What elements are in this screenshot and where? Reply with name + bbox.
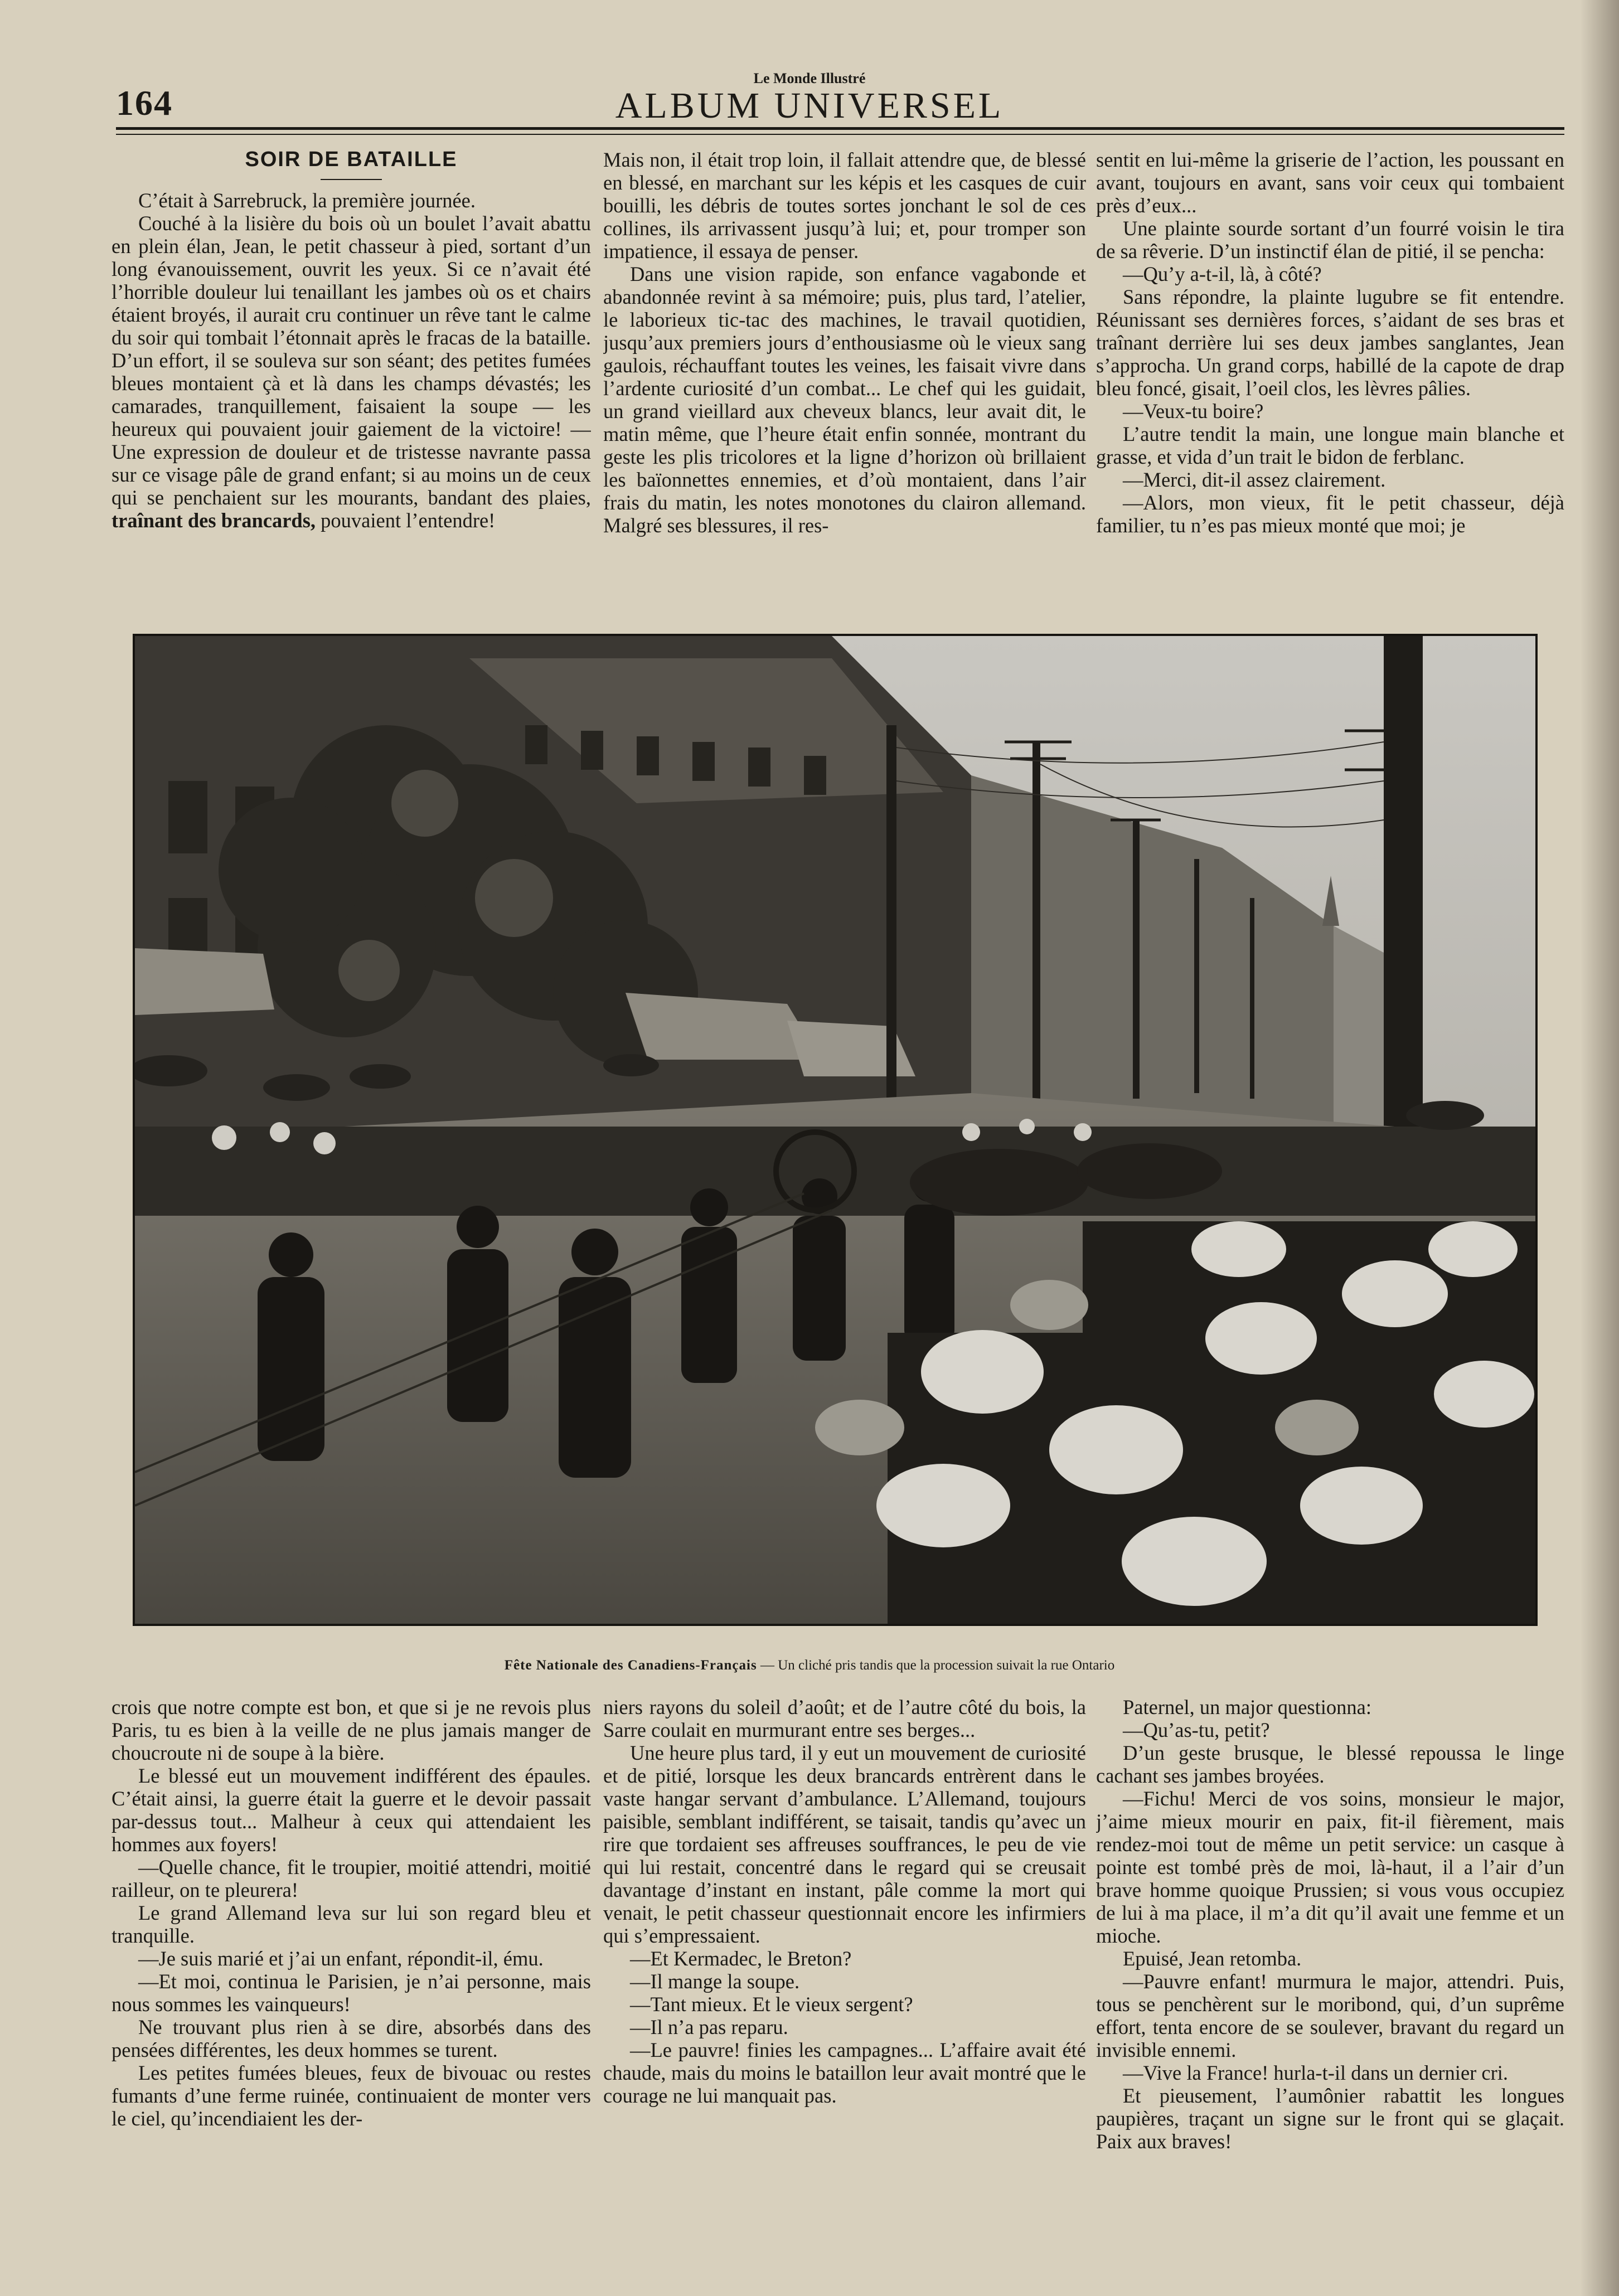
paragraph [112, 212, 591, 532]
paragraph: crois que notre compte est bon, et que si je ne revois plus Paris, tu es bien à la veille de ne plus jamais manger de choucroute ni de soupe à la bière. [112, 1696, 591, 1764]
paragraph: —Fichu! Merci de vos soins, monsieur le major, j’aime mieux mourir en paix, fit-il fièrement, mais rendez-moi tout de même un petit service: un casque à pointe est tombé près de moi, là-haut, il a l’air d’un brave homme quoique Prussien; si vous vous occupiez de lui à ma place, il m’a dit qu’il avait une femme et un mioche. [1096, 1787, 1564, 1947]
paragraph: Le blessé eut un mouvement indifférent des épaules. C’était ainsi, la guerre était la guerre et le devoir passait par-dessus tout... Malheur à ceux qui attendaient les hommes aux foyers! [112, 1764, 591, 1856]
paragraph: Mais non, il était trop loin, il fallait attendre que, de blessé en blessé, en marchant sur les képis et les casques de cuir bouilli, les débris de toutes sortes jonchant le sol de ces collines, ils arrivassent jusqu’à lui; et, pour tromper son impatience, il essaya de penser. [603, 148, 1086, 263]
paragraph: Paternel, un major questionna: [1123, 1696, 1372, 1719]
article-column-4 [112, 1696, 591, 2264]
paragraph: —Qu’as-tu, petit? [1123, 1719, 1270, 1741]
paragraph: sentit en lui-même la griserie de l’action, les poussant en avant, toujours en avant, sans voir ceux qui tombaient près d’eux... [1096, 148, 1564, 217]
paragraph: D’un geste brusque, le blessé repoussa le linge cachant ses jambes broyées. [1096, 1741, 1564, 1787]
story-title: SOIR DE BATAILLE [245, 148, 458, 171]
page-number: 164 [116, 83, 173, 123]
parade-photograph [133, 634, 1538, 1626]
article-column-3 [1096, 148, 1564, 617]
paragraph: C’était à Sarrebruck, la première journée. [138, 189, 476, 212]
paragraph: Une heure plus tard, il y eut un mouvement de curiosité et de pitié, lorsque les deux brancards entrèrent dans le vaste hangar servant d’ambulance. L’Allemand, toujours paisible, semblant indifférent, se taisait, tandis qu’avec un rire que tordaient ses affreuses souffrances, le peu de vie qui lui restait, concentré dans le regard qui se creusait davantage d’instant en instant, pâle comme la mort qui venait, le petit chasseur questionnait encore les infirmiers qui s’empressaient. [603, 1741, 1086, 1947]
caption-text: — Un cliché pris tandis que la procession suivait la rue Ontario [757, 1658, 1115, 1673]
bold-phrase: traînant des brancards, [112, 509, 316, 532]
paragraph: —Pauvre enfant! murmura le major, attendri. Puis, tous se penchèrent sur le moribond, qui, d’un suprême effort, tenta encore de se soulever, bravant du regard un invisible ennemi. [1096, 1970, 1564, 2061]
title-rule [321, 179, 382, 180]
publication-title: ALBUM UNIVERSEL [615, 85, 1004, 126]
article-column-2 [603, 148, 1086, 617]
paragraph: —Il mange la soupe. [630, 1970, 800, 1993]
article-column-5 [603, 1696, 1086, 2264]
paragraph: —Merci, dit-il assez clairement. [1123, 468, 1386, 491]
header-rule-thin [116, 134, 1564, 135]
header-rule-thick [116, 127, 1564, 130]
publication-subtitle: Le Monde Illustré [753, 70, 866, 86]
paragraph: —Tant mieux. Et le vieux sergent? [630, 1993, 913, 2016]
paragraph: —Qu’y a-t-il, là, à côté? [1123, 263, 1322, 285]
paragraph: —Vive la France! hurla-t-il dans un dernier cri. [1123, 2061, 1509, 2084]
article-column-1 [112, 148, 591, 617]
paragraph: —Et Kermadec, le Breton? [630, 1947, 852, 1970]
paragraph: —Le pauvre! finies les campagnes... L’affaire avait été chaude, mais du moins le bataillon leur avait montré que le courage ne lui manquait pas. [603, 2038, 1086, 2107]
paragraph: Et pieusement, l’aumônier rabattit les longues paupières, traçant un signe sur le front qui se glaçait. Paix aux braves! [1096, 2084, 1564, 2153]
paragraph-text: Couché à la lisière du bois où un boulet l’avait abattu en plein élan, Jean, le petit chasseur à pied, sortant d’un long évanouissement, ouvrit les yeux. Si ce n’avait été l’horrible douleur lui tenaillant les jambes où os et chairs étaient broyés, il aurait cru continuer un rêve tant le calme du soir qui tombait l’étonnait après le fracas de la bataille. D’un effort, il se souleva sur son séant; des petites fumées bleues montaient çà et là dans les champs dévastés; les camarades, tranquillement, faisaient la soupe — les heureux qui pouvaient jouir gaiement de la victoire! — Une expression de douleur et de tristesse navrante passa sur ce visage pâle de grand enfant; si au moins un de ceux qui se penchaient sur les mourants, bandant des plaies, [112, 212, 591, 509]
paragraph: —Et moi, continua le Parisien, je n’ai personne, mais nous sommes les vainqueurs! [112, 1970, 591, 2016]
paragraph: —Alors, mon vieux, fit le petit chasseur, déjà familier, tu n’es pas mieux monté que moi; je [1096, 491, 1564, 537]
parade-photo-illustration [135, 636, 1535, 1624]
photo-caption [0, 1658, 1619, 1673]
paragraph: —Il n’a pas reparu. [630, 2016, 788, 2038]
caption-title: Fête Nationale des Canadiens-Français [504, 1658, 757, 1673]
paragraph: niers rayons du soleil d’août; et de l’autre côté du bois, la Sarre coulait en murmurant entre ses berges... [603, 1696, 1086, 1741]
paragraph: Epuisé, Jean retomba. [1123, 1947, 1302, 1970]
paragraph: L’autre tendit la main, une longue main blanche et grasse, et vida d’un trait le bidon de ferblanc. [1096, 423, 1564, 468]
paragraph-tail: pouvaient l’entendre! [316, 509, 496, 532]
paragraph: —Quelle chance, fit le troupier, moitié attendri, moitié railleur, on te pleurera! [112, 1856, 591, 1901]
article-column-6 [1096, 1696, 1564, 2264]
paragraph: Sans répondre, la plainte lugubre se fit entendre. Réunissant ses dernières forces, s’aidant de ses bras et traînant derrière lui ses deux jambes sanglantes, Jean s’approcha. Un grand corps, habillé de la capote de drap bleu foncé, gisait, l’oeil clos, les lèvres pâlies. [1096, 285, 1564, 400]
paragraph: Une plainte sourde sortant d’un fourré voisin le tira de sa rêverie. D’un instinctif élan de pitié, il se pencha: [1096, 217, 1564, 263]
paragraph: —Je suis marié et j’ai un enfant, répondit-il, ému. [138, 1947, 544, 1970]
paragraph: Ne trouvant plus rien à se dire, absorbés dans des pensées différentes, les deux hommes se turent. [112, 2016, 591, 2061]
paragraph: Le grand Allemand leva sur lui son regard bleu et tranquille. [112, 1901, 591, 1947]
paragraph: —Veux-tu boire? [1123, 400, 1264, 423]
paragraph: Les petites fumées bleues, feux de bivouac ou restes fumants d’une ferme ruinée, continuaient de monter vers le ciel, qu’incendiaient les der- [112, 2061, 591, 2130]
page-edge-shadow [1580, 0, 1619, 2296]
paragraph: Dans une vision rapide, son enfance vagabonde et abandonnée revint à sa mémoire; puis, plus tard, l’atelier, le laborieux tic-tac des machines, le travail quotidien, jusqu’aux premiers jours d’enthousiasme où le vieux sang gaulois, réchauffant toutes les veines, les faisait vivre dans l’ardente curiosité d’un combat... Le chef qui les guidait, un grand vieillard aux cheveux blancs, leur avait dit, le matin même, que l’heure était enfin sonnée, montrant du geste les plis tricolores et la ligne d’horizon où brillaient les baïonnettes ennemies, et d’où montaient, dans l’air frais du matin, les notes monotones du clairon allemand. Malgré ses blessures, il res- [603, 263, 1086, 537]
